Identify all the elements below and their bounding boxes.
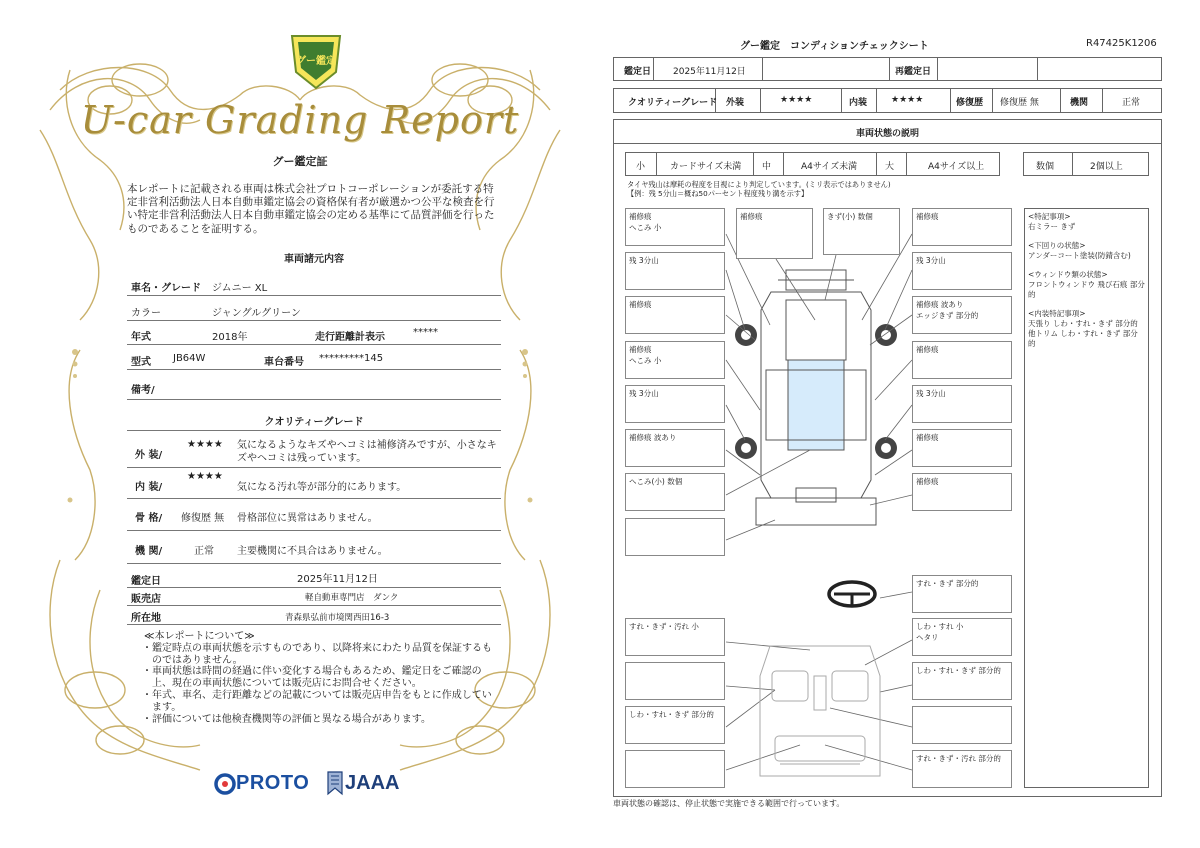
count-desc: 2個以上 [1090, 162, 1123, 172]
condition-check-sheet [600, 0, 1200, 848]
int-note-box: しわ・すれ 小 ヘタリ [912, 618, 1012, 656]
int-note-box-empty [625, 662, 725, 700]
interior-label: 内装 [849, 98, 868, 108]
sheet-footer-note: 車両状態の確認は、停止状態で実施できる範囲で行っています。 [613, 799, 845, 808]
count-label: 数個 [1036, 162, 1055, 172]
size-large-desc: A4サイズ以上 [928, 162, 985, 172]
goo-kantei-badge-icon [288, 30, 344, 92]
exterior-stars: ★★★★ [187, 439, 223, 450]
date-label: 鑑定日 [131, 576, 161, 587]
model-label: 車名・グレード [131, 283, 201, 294]
under-heading: <下回りの状態> [1028, 241, 1086, 250]
interior-heading: <内装特記事項> [1028, 309, 1086, 318]
car-interior-diagram [750, 636, 890, 786]
ext-note-box: 補修痕 [912, 429, 1012, 467]
spec-row-model [127, 272, 501, 296]
dealer-value: 軽自動車専門店 ダンク [305, 593, 399, 603]
model-value: ジムニー XL [212, 283, 268, 294]
type-value: JB64W [173, 353, 206, 364]
color-label: カラー [131, 308, 161, 319]
spec-row-color [127, 296, 501, 321]
jaaa-logo-text: JAAA [345, 772, 400, 794]
grade-section-title: クオリティーグレード [264, 417, 364, 428]
chassis-label: 車台番号 [264, 357, 304, 368]
proto-logo-icon [214, 773, 236, 795]
sheet-date-value: 2025年11月12日 [673, 67, 746, 77]
info-row-address [127, 606, 501, 625]
engine-value: 正常 [194, 546, 214, 557]
mileage-label: 走行距離計表示 [315, 332, 385, 343]
ext-note-box: 補修痕 へこみ 小 [625, 341, 725, 379]
grade-row-frame [127, 499, 501, 531]
exterior-label: 外 装/ [135, 450, 163, 461]
section-title: 車両状態の説明 [855, 129, 919, 139]
ext-note-box-empty [625, 518, 725, 556]
specs-section-title: 車両諸元内容 [284, 254, 344, 265]
sheet-date-label: 鑑定日 [624, 67, 652, 77]
ext-note-box: 補修痕 [912, 208, 1012, 246]
window-value: フロントウィンドウ 飛び石痕 部分的 [1028, 280, 1145, 299]
size-small-desc: カードサイズ未満 [670, 162, 742, 172]
note-item: ・車両状態は時間の経過に伴い変化する場合もあるため、鑑定日をご確認の上、現在の車両状態については販売店にお問合せください。 [142, 666, 482, 690]
repair-history-value: 修復歴 無 [1000, 98, 1039, 108]
notes-heading: ≪本レポートについて≫ [144, 631, 255, 642]
int-note-box: しわ・すれ・きず 部分的 [912, 662, 1012, 700]
engine-label: 機 関/ [135, 546, 163, 557]
ext-note-box: 補修痕 [736, 208, 813, 259]
int-note-box: すれ・きず 部分的 [912, 575, 1012, 613]
badge-label: グー鑑定 [296, 56, 336, 67]
exterior-text: 気になるようなキズやヘコミは補修済みですが、小さなキズやヘコミは残っています。 [237, 440, 497, 464]
ext-note-box: 補修痕 [912, 341, 1012, 379]
note-item: ・年式、車名、走行距離などの記載については販売店申告をもとに作成しています。 [142, 689, 492, 713]
grade-row-engine [127, 531, 501, 564]
year-value: 2018年 [212, 332, 248, 343]
info-row-date [127, 564, 501, 588]
ext-note-box: 補修痕 [625, 296, 725, 334]
note-item: ・鑑定時点の車両状態を示すものであり、以降将来にわたり品質を保証するものではありません。 [142, 642, 492, 666]
engine-value: 正常 [1122, 98, 1141, 108]
remarks-label: 備考/ [131, 385, 155, 396]
spec-row-year [127, 321, 501, 345]
ext-note-box: 補修痕 [912, 473, 1012, 511]
ext-note-box: 残 3分山 [912, 385, 1012, 423]
ext-note-box: 補修痕 へこみ 小 [625, 208, 725, 246]
special-heading: <特記事項> [1028, 212, 1071, 221]
engine-label: 機関 [1070, 98, 1089, 108]
interior-value-1: 天張り しわ・すれ・きず 部分的 [1028, 319, 1138, 328]
ext-note-box: 残 3分山 [625, 252, 725, 290]
size-mid-desc: A4サイズ未満 [801, 162, 858, 172]
year-label: 年式 [131, 332, 151, 343]
int-note-box: すれ・きず・汚れ 小 [625, 618, 725, 656]
int-note-box: すれ・きず・汚れ 部分的 [912, 750, 1012, 788]
info-row-dealer [127, 588, 501, 606]
size-mid: 中 [762, 162, 772, 172]
certificate-title: グー鑑定証 [272, 155, 328, 168]
report-notes [138, 631, 498, 725]
exterior-label: 外装 [726, 98, 745, 108]
ext-note-box: きず(小) 数個 [823, 208, 900, 255]
certificate-intro: 本レポートに記載される車両は株式会社プロトコーポレーションが委託する特定非営利活動法人日本自動車鑑定協会の資格保有者が厳選かつ公平な検査を行い特定非営利活動法人日本自動車鑑定協会の定める基準にて品質評価を行ったものであることを証明する。 [127, 183, 495, 235]
mileage-value: ***** [413, 327, 438, 338]
interior-text: 気になる汚れ等が部分的にあります。 [237, 482, 407, 493]
address-value: 青森県弘前市境関西田16-3 [285, 613, 390, 623]
int-note-box-empty [625, 750, 725, 788]
under-value: アンダーコート塗装(防錆含む) [1028, 251, 1131, 260]
date-value: 2025年11月12日 [297, 574, 378, 585]
steering-wheel-icon [826, 578, 878, 610]
frame-value: 修復歴 無 [181, 513, 225, 524]
grade-row-exterior [127, 432, 501, 468]
int-note-box: しわ・すれ・きず 部分的 [625, 706, 725, 744]
ext-note-box: 残 3分山 [912, 252, 1012, 290]
report-script-title: U-car Grading Report [80, 98, 520, 142]
dealer-label: 販売店 [131, 594, 161, 605]
size-large: 大 [885, 162, 895, 172]
frame-text: 骨格部位に異常はありません。 [237, 513, 378, 524]
frame-label: 骨 格/ [135, 513, 163, 524]
int-note-box-empty [912, 706, 1012, 744]
ext-note-box: へこみ(小) 数個 [625, 473, 725, 511]
type-label: 型式 [131, 357, 151, 368]
address-label: 所在地 [131, 613, 161, 624]
grade-top-rule [127, 430, 501, 431]
chassis-value: *********145 [319, 353, 384, 364]
note-item: ・評価については他検査機関等の評価と異なる場合があります。 [142, 713, 431, 725]
tire-note-1: タイヤ残山は摩耗の程度を目視により判定しています。(ミリ表示ではありません) [627, 180, 891, 189]
proto-logo-text: PROTO [236, 772, 310, 794]
interior-value-2: 他トリム しわ・すれ・きず 部分的 [1028, 329, 1138, 348]
jaaa-logo-icon [326, 770, 344, 796]
tire-note-2: 【例：残 5分山＝概ね50パーセント程度残り溝を示す】 [627, 189, 809, 198]
interior-label: 内 装/ [135, 482, 163, 493]
re-date-label: 再鑑定日 [895, 67, 932, 77]
spec-row-type [127, 345, 501, 370]
special-value: 右ミラー きず [1028, 222, 1076, 231]
exterior-stars: ★★★★ [780, 95, 813, 105]
ext-note-box: 残 3分山 [625, 385, 725, 423]
grade-row-interior [127, 468, 501, 499]
color-value: ジャングルグリーン [212, 308, 301, 319]
size-small: 小 [636, 162, 646, 172]
interior-stars: ★★★★ [187, 471, 223, 482]
sheet-title: グー鑑定 コンディションチェックシート [740, 41, 929, 52]
ext-note-box: 補修痕 波あり [625, 429, 725, 467]
quality-grade-label: クオリティーグレード [628, 98, 718, 108]
engine-text: 主要機関に不具合はありません。 [237, 546, 388, 557]
window-heading: <ウィンドウ類の状態> [1028, 270, 1108, 279]
interior-stars: ★★★★ [891, 95, 924, 105]
repair-history-label: 修復歴 [956, 98, 984, 108]
spec-row-remarks [127, 370, 501, 400]
special-notes-panel [1024, 208, 1149, 788]
ext-note-box: 補修痕 波あり エッジきず 部分的 [912, 296, 1012, 334]
report-id: R47425K1206 [1086, 38, 1157, 49]
